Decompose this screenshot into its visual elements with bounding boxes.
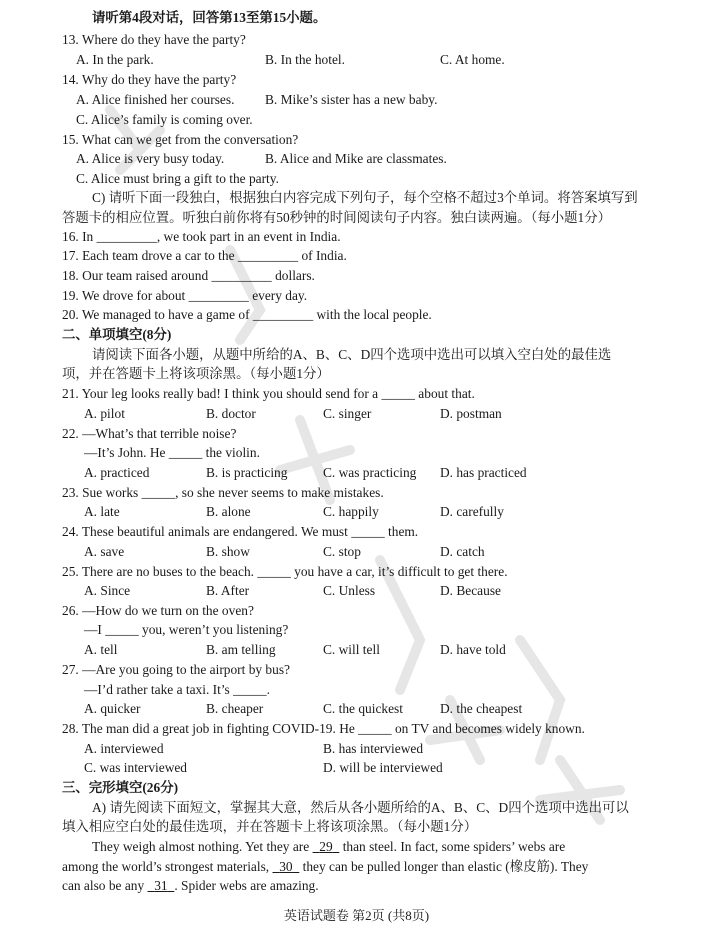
q22-stem2: —It’s John. He _____ the violin. — [84, 445, 260, 460]
q26-stem2: —I _____ you, weren’t you listening? — [84, 622, 289, 637]
q26-option-a: A. tell — [84, 642, 118, 657]
q26-option-c: C. will tell — [323, 642, 380, 657]
q18: 18. Our team raised around _________ dollars. — [62, 268, 315, 283]
q25-option-d: D. Because — [440, 583, 501, 598]
q21-stem: 21. Your leg looks really bad! I think you should send for a _____ about that. — [62, 386, 475, 401]
q14-option-c: C. Alice’s family is coming over. — [76, 112, 253, 127]
passage-text: They weigh almost nothing. Yet they are — [92, 839, 313, 854]
q25-option-c: C. Unless — [323, 583, 376, 598]
blank-30: 30 — [279, 859, 293, 874]
blank-31: 31 — [154, 878, 168, 893]
q27-stem: 27. —Are you going to the airport by bus? — [62, 662, 290, 677]
q27-option-a: A. quicker — [84, 701, 141, 716]
q27-option-c: C. the quickest — [323, 701, 403, 716]
q22-option-c: C. was practicing — [323, 465, 417, 480]
q21-option-c: C. singer — [323, 406, 372, 421]
q22-option-d: D. has practiced — [440, 465, 527, 480]
q25-option-b: B. After — [206, 583, 250, 598]
part2-title: 二、单项填空(8分) — [62, 327, 172, 342]
q26-option-d: D. have told — [440, 642, 506, 657]
q14-option-a: A. Alice finished her courses. — [76, 92, 235, 107]
blank-29: 29 — [319, 839, 333, 854]
q14-stem: 14. Why do they have the party? — [62, 72, 237, 87]
q13-stem: 13. Where do they have the party? — [62, 32, 246, 47]
q24-stem: 24. These beautiful animals are endangered. We must _____ them. — [62, 524, 419, 539]
q26-option-b: B. am telling — [206, 642, 276, 657]
q16: 16. In _________, we took part in an event in India. — [62, 229, 341, 244]
passage-text: among the world’s strongest materials, — [62, 859, 273, 874]
q25-option-a: A. Since — [84, 583, 131, 598]
q28-option-c: C. was interviewed — [84, 760, 188, 775]
q14-option-b: B. Mike’s sister has a new baby. — [265, 92, 438, 107]
q15-option-a: A. Alice is very busy today. — [76, 151, 225, 166]
q23-option-b: B. alone — [206, 504, 251, 519]
q28-option-d: D. will be interviewed — [323, 760, 443, 775]
q24-option-b: B. show — [206, 544, 250, 559]
q13-option-b: B. In the hotel. — [265, 52, 345, 67]
part2-intro-2: 项，并在答题卡上将该项涂黑。（每小题1分） — [62, 366, 330, 381]
q21-option-d: D. postman — [440, 406, 502, 421]
q24-option-c: C. stop — [323, 544, 361, 559]
q15-option-c: C. Alice must bring a gift to the party. — [76, 171, 279, 186]
q22-option-b: B. is practicing — [206, 465, 288, 480]
q24-option-a: A. save — [84, 544, 125, 559]
part2-intro-1: 请阅读下面各小题，从题中所给的A、B、C、D四个选项中选出可以填入空白处的最佳选 — [92, 347, 612, 362]
q23-option-a: A. late — [84, 504, 120, 519]
q25-stem: 25. There are no buses to the beach. _____ you have a car, it’s difficult to get there. — [62, 564, 508, 579]
q13-option-a: A. In the park. — [76, 52, 154, 67]
q27-option-d: D. the cheapest — [440, 701, 523, 716]
q21-option-b: B. doctor — [206, 406, 256, 421]
passage-text: . Spider webs are amazing. — [174, 878, 319, 893]
q13-option-c: C. At home. — [440, 52, 505, 67]
listening-part4-intro: 请听第4段对话，回答第13至第15小题。 — [92, 10, 327, 25]
q23-stem: 23. Sue works _____, so she never seems to make mistakes. — [62, 485, 384, 500]
q24-option-d: D. catch — [440, 544, 485, 559]
q27-option-b: B. cheaper — [206, 701, 264, 716]
q26-stem: 26. —How do we turn on the oven? — [62, 603, 254, 618]
q28-option-a: A. interviewed — [84, 741, 164, 756]
passage-line-3 — [62, 876, 319, 895]
section-c-instructions-1: C) 请听下面一段独白，根据独白内容完成下列句子，每个空格不超过3个单词。将答案填写到 — [92, 190, 638, 205]
q19: 19. We drove for about _________ every day. — [62, 288, 308, 303]
q22-stem: 22. —What’s that terrible noise? — [62, 426, 237, 441]
q22-option-a: A. practiced — [84, 465, 150, 480]
passage-text: can also be any — [62, 878, 148, 893]
part3-title: 三、完形填空(26分) — [62, 780, 179, 795]
passage-line-2 — [62, 857, 588, 876]
q28-option-b: B. has interviewed — [323, 741, 424, 756]
passage-text: than steel. In fact, some spiders’ webs are — [339, 839, 566, 854]
q20: 20. We managed to have a game of _________ with the local people. — [62, 307, 432, 322]
q17: 17. Each team drove a car to the _________ of India. — [62, 248, 347, 263]
q27-stem2: —I’d rather take a taxi. It’s _____. — [84, 682, 270, 697]
page-footer: 英语试题卷 第2页 (共8页) — [283, 908, 430, 923]
part3-intro-2: 填入相应空白处的最佳选项，并在答题卡上将该项涂黑。（每小题1分） — [62, 819, 478, 834]
q28-stem: 28. The man did a great job in fighting COVID-19. He _____ on TV and becomes widely known. — [62, 721, 585, 736]
q23-option-d: D. carefully — [440, 504, 504, 519]
q15-stem: 15. What can we get from the conversation? — [62, 132, 299, 147]
section-c-instructions-2: 答题卡的相应位置。听独白前你将有50秒钟的时间阅读句子内容。独白读两遍。（每小题1分） — [62, 210, 612, 225]
passage-text: they can be pulled longer than elastic (橡皮筋). They — [299, 859, 589, 874]
part3-intro-1: A) 请先阅读下面短文，掌握其大意，然后从各小题所给的A、B、C、D四个选项中选出可以 — [92, 800, 629, 815]
passage-line-1 — [92, 837, 565, 856]
q15-option-b: B. Alice and Mike are classmates. — [265, 151, 447, 166]
q21-option-a: A. pilot — [84, 406, 125, 421]
q23-option-c: C. happily — [323, 504, 379, 519]
